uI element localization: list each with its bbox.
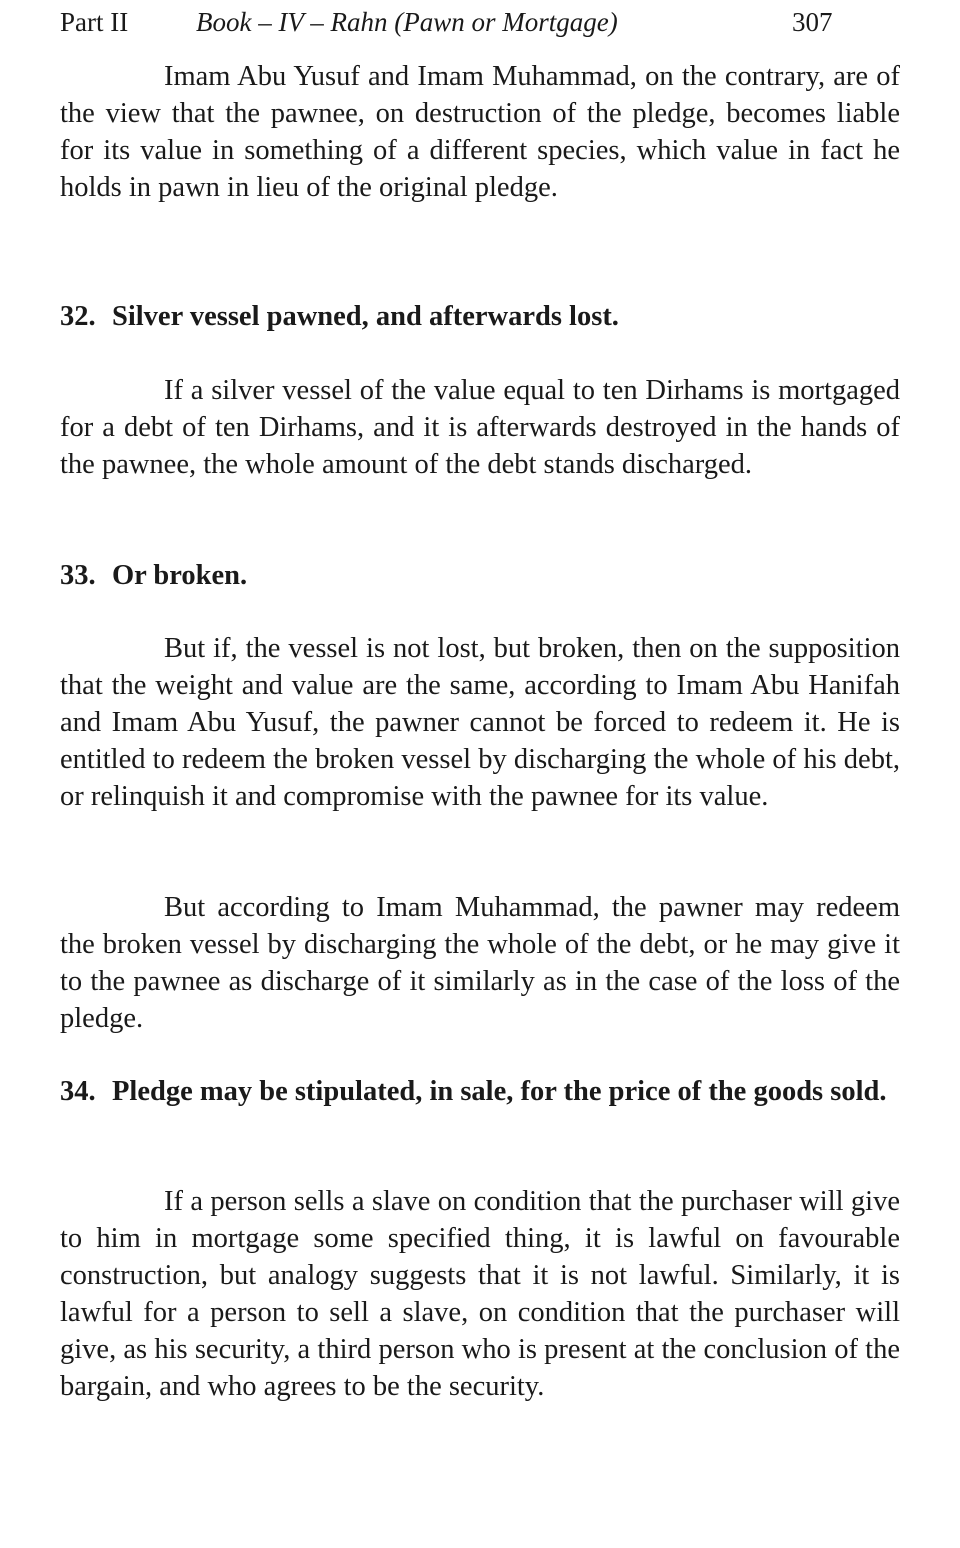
paragraph-4: But according to Imam Muhammad, the pawner may redeem the broken vessel by discharging the whole of the debt, or he may give it to the pawnee as discharge of it similarly as in the case of the loss of the pledge. [60, 892, 900, 1034]
paragraph-5: If a person sells a slave on condition that the purchaser will give to him in mortgage some specified thing, it is lawful on favourable construction, but analogy suggests that it is not lawful. Similarly, it is lawful for a person to sell a slave, on condition that the purchaser will give, as his security, a third person who is present at the conclusion of the bargain, and who agrees to be the security. [60, 1186, 900, 1402]
section-heading-34 [60, 1073, 952, 1110]
section-heading-33 [60, 557, 952, 594]
section-number: 34. [60, 1076, 96, 1107]
section-number: 33. [60, 560, 96, 591]
running-head [60, 4, 900, 40]
page-number: 307 [792, 7, 833, 37]
section-title: Pledge may be stipulated, in sale, for the price of the goods sold. [112, 1076, 887, 1107]
paragraph-3: But if, the vessel is not lost, but broken, then on the supposition that the weight and value are the same, according to Imam Abu Hanifah and Imam Abu Yusuf, the pawner cannot be forced to redeem it. He is entitled to redeem the broken vessel by discharging the whole of his debt, or relinquish it and compromise with the pawnee for its value. [60, 633, 900, 812]
paragraph-1: Imam Abu Yusuf and Imam Muhammad, on the contrary, are of the view that the pawnee, on destruction of the pledge, becomes liable for its value in something of a different species, which value in fact he holds in pawn in lieu of the original pledge. [60, 61, 900, 203]
running-head-part: Part II [60, 7, 129, 37]
section-title: Silver vessel pawned, and afterwards lost. [112, 301, 619, 332]
running-head-title: Book – IV – Rahn (Pawn or Mortgage) [196, 7, 618, 37]
section-title: Or broken. [112, 560, 248, 591]
section-heading-32 [60, 298, 952, 335]
section-number: 32. [60, 301, 96, 332]
paragraph-2: If a silver vessel of the value equal to ten Dirhams is mortgaged for a debt of ten Dirhams, and it is afterwards destroyed in the hands of the pawnee, the whole amount of the debt stands discharged. [60, 375, 900, 480]
